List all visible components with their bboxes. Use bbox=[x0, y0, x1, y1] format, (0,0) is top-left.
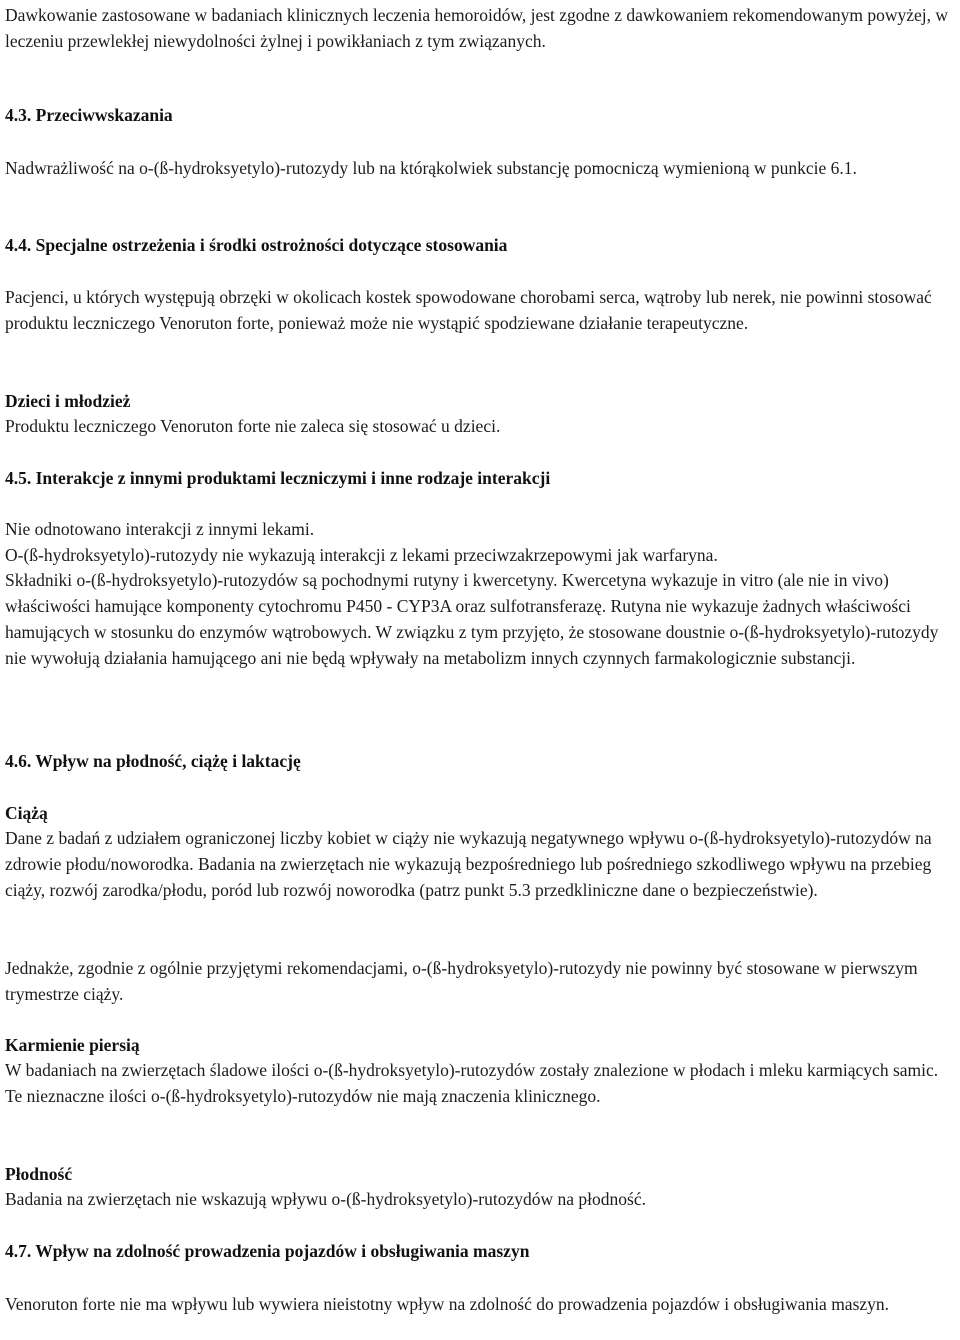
intro-paragraph: Dawkowanie zastosowane w badaniach klinicznych leczenia hemoroidów, jest zgodne z dawkowaniem rekomendowanym powyżej, w leczeniu przewlekłej niewydolności żylnej i powikłaniach z tym związanych. bbox=[5, 5, 949, 51]
pregnancy-paragraph-2: Jednakże, zgodnie z ogólnie przyjętymi rekomendacjami, o-(ß-hydroksyetylo)-rutozydy nie powinny być stosowane w pierwszym trymestrze ciąży. bbox=[5, 958, 918, 1004]
pregnancy-subheading: Ciążą bbox=[5, 803, 48, 823]
section-4-4-paragraph: Pacjenci, u których występują obrzęki w okolicach kostek spowodowane chorobami serca, wątroby lub nerek, nie powinni stosować produktu leczniczego Venoruton forte, ponieważ może nie wystąpić spodziewane działanie terapeutyczne. bbox=[5, 287, 932, 333]
section-4-5-paragraph: Składniki o-(ß-hydroksyetylo)-rutozydów są pochodnymi rutyny i kwercetyny. Kwercetyna wykazuje in vitro (ale nie in vivo) właściwości hamujące komponenty cytochromu P450 - CYP3A oraz sulfotransferazę. Rutyna nie wykazuje żadnych właściwości hamujących w stosunku do enzymów wątrobowych. W związku z tym przyjęto, że stosowane doustnie o-(ß-hydroksyetylo)-rutozydy nie wywołują działania hamującego ani nie będą wpływały na metabolizm innych czynnych farmakologicznie substancji. bbox=[5, 570, 939, 668]
section-4-5-line-2: O-(ß-hydroksyetylo)-rutozydy nie wykazują interakcji z lekami przeciwzakrzepowymi jak warfaryna. bbox=[5, 545, 718, 565]
section-4-6-heading: 4.6. Wpływ na płodność, ciążę i laktację bbox=[5, 751, 301, 771]
children-subheading: Dzieci i młodzież bbox=[5, 391, 131, 411]
section-4-3-paragraph: Nadwrażliwość na o-(ß-hydroksyetylo)-rutozydy lub na którąkolwiek substancję pomocniczą wymienioną w punkcie 6.1. bbox=[5, 158, 857, 178]
section-4-4-heading: 4.4. Specjalne ostrzeżenia i środki ostrożności dotyczące stosowania bbox=[5, 235, 508, 255]
breastfeeding-paragraph: W badaniach na zwierzętach śladowe ilości o-(ß-hydroksyetylo)-rutozydów zostały znalezione w płodach i mleku karmiących samic. Te nieznaczne ilości o-(ß-hydroksyetylo)-rutozydów nie mają znaczenia klinicznego. bbox=[5, 1060, 939, 1106]
section-4-7-paragraph: Venoruton forte nie ma wpływu lub wywiera nieistotny wpływ na zdolność do prowadzenia pojazdów i obsługiwania maszyn. bbox=[5, 1294, 890, 1314]
section-4-5-heading: 4.5. Interakcje z innymi produktami leczniczymi i inne rodzaje interakcji bbox=[5, 468, 551, 488]
section-4-7-heading: 4.7. Wpływ na zdolność prowadzenia pojazdów i obsługiwania maszyn bbox=[5, 1241, 530, 1261]
pregnancy-paragraph: Dane z badań z udziałem ograniczonej liczby kobiet w ciąży nie wykazują negatywnego wpływu o-(ß-hydroksyetylo)-rutozydów na zdrowie płodu/noworodka. Badania na zwierzętach nie wykazują bezpośredniego lub pośredniego szkodliwego wpływu na przebieg ciąży, rozwój zarodka/płodu, poród lub rozwój noworodka (patrz punkt 5.3 przedkliniczne dane o bezpieczeństwie). bbox=[5, 828, 932, 900]
fertility-subheading: Płodność bbox=[5, 1164, 73, 1184]
children-paragraph: Produktu leczniczego Venoruton forte nie zaleca się stosować u dzieci. bbox=[5, 416, 501, 436]
section-4-3-heading: 4.3. Przeciwwskazania bbox=[5, 105, 173, 125]
fertility-paragraph: Badania na zwierzętach nie wskazują wpływu o-(ß-hydroksyetylo)-rutozydów na płodność. bbox=[5, 1189, 646, 1209]
section-4-5-line-1: Nie odnotowano interakcji z innymi lekami. bbox=[5, 519, 315, 539]
breastfeeding-subheading: Karmienie piersią bbox=[5, 1035, 140, 1055]
